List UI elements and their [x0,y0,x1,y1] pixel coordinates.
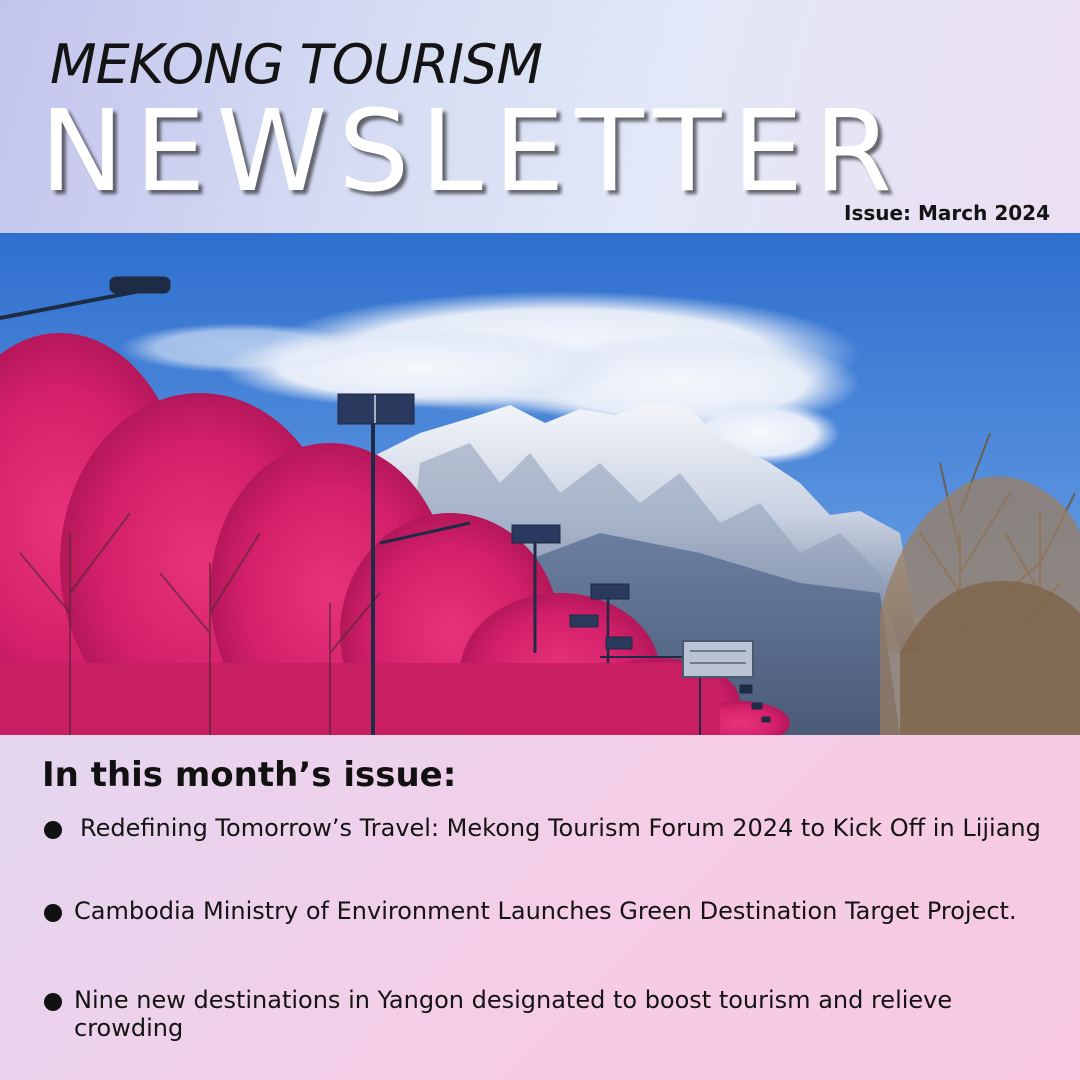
issue-contents [0,735,1080,1080]
issue-date: Issue: March 2024 [844,201,1050,225]
list-item-text: Cambodia Ministry of Environment Launches Green Destination Target Project. [74,897,1017,925]
list-item-text: Redefining Tomorrow’s Travel: Mekong Tourism Forum 2024 to Kick Off in Lijiang [80,814,1041,842]
organization-name: MEKONG TOURISM [50,33,542,96]
road-sign [683,641,753,677]
contents-heading: In this month’s issue: [42,755,457,795]
newsletter-title: NEWSLETTER [40,87,903,217]
bullet-icon [44,904,62,922]
list-item [44,898,1054,926]
bullet-icon [44,821,62,839]
list-item [44,987,1054,1042]
list-item [44,815,1054,843]
bullet-icon [44,993,62,1011]
newsletter-header [0,0,1080,233]
hero-photo [0,233,1080,735]
list-item-text: Nine new destinations in Yangon designated to boost tourism and relieve crowding [74,986,953,1042]
